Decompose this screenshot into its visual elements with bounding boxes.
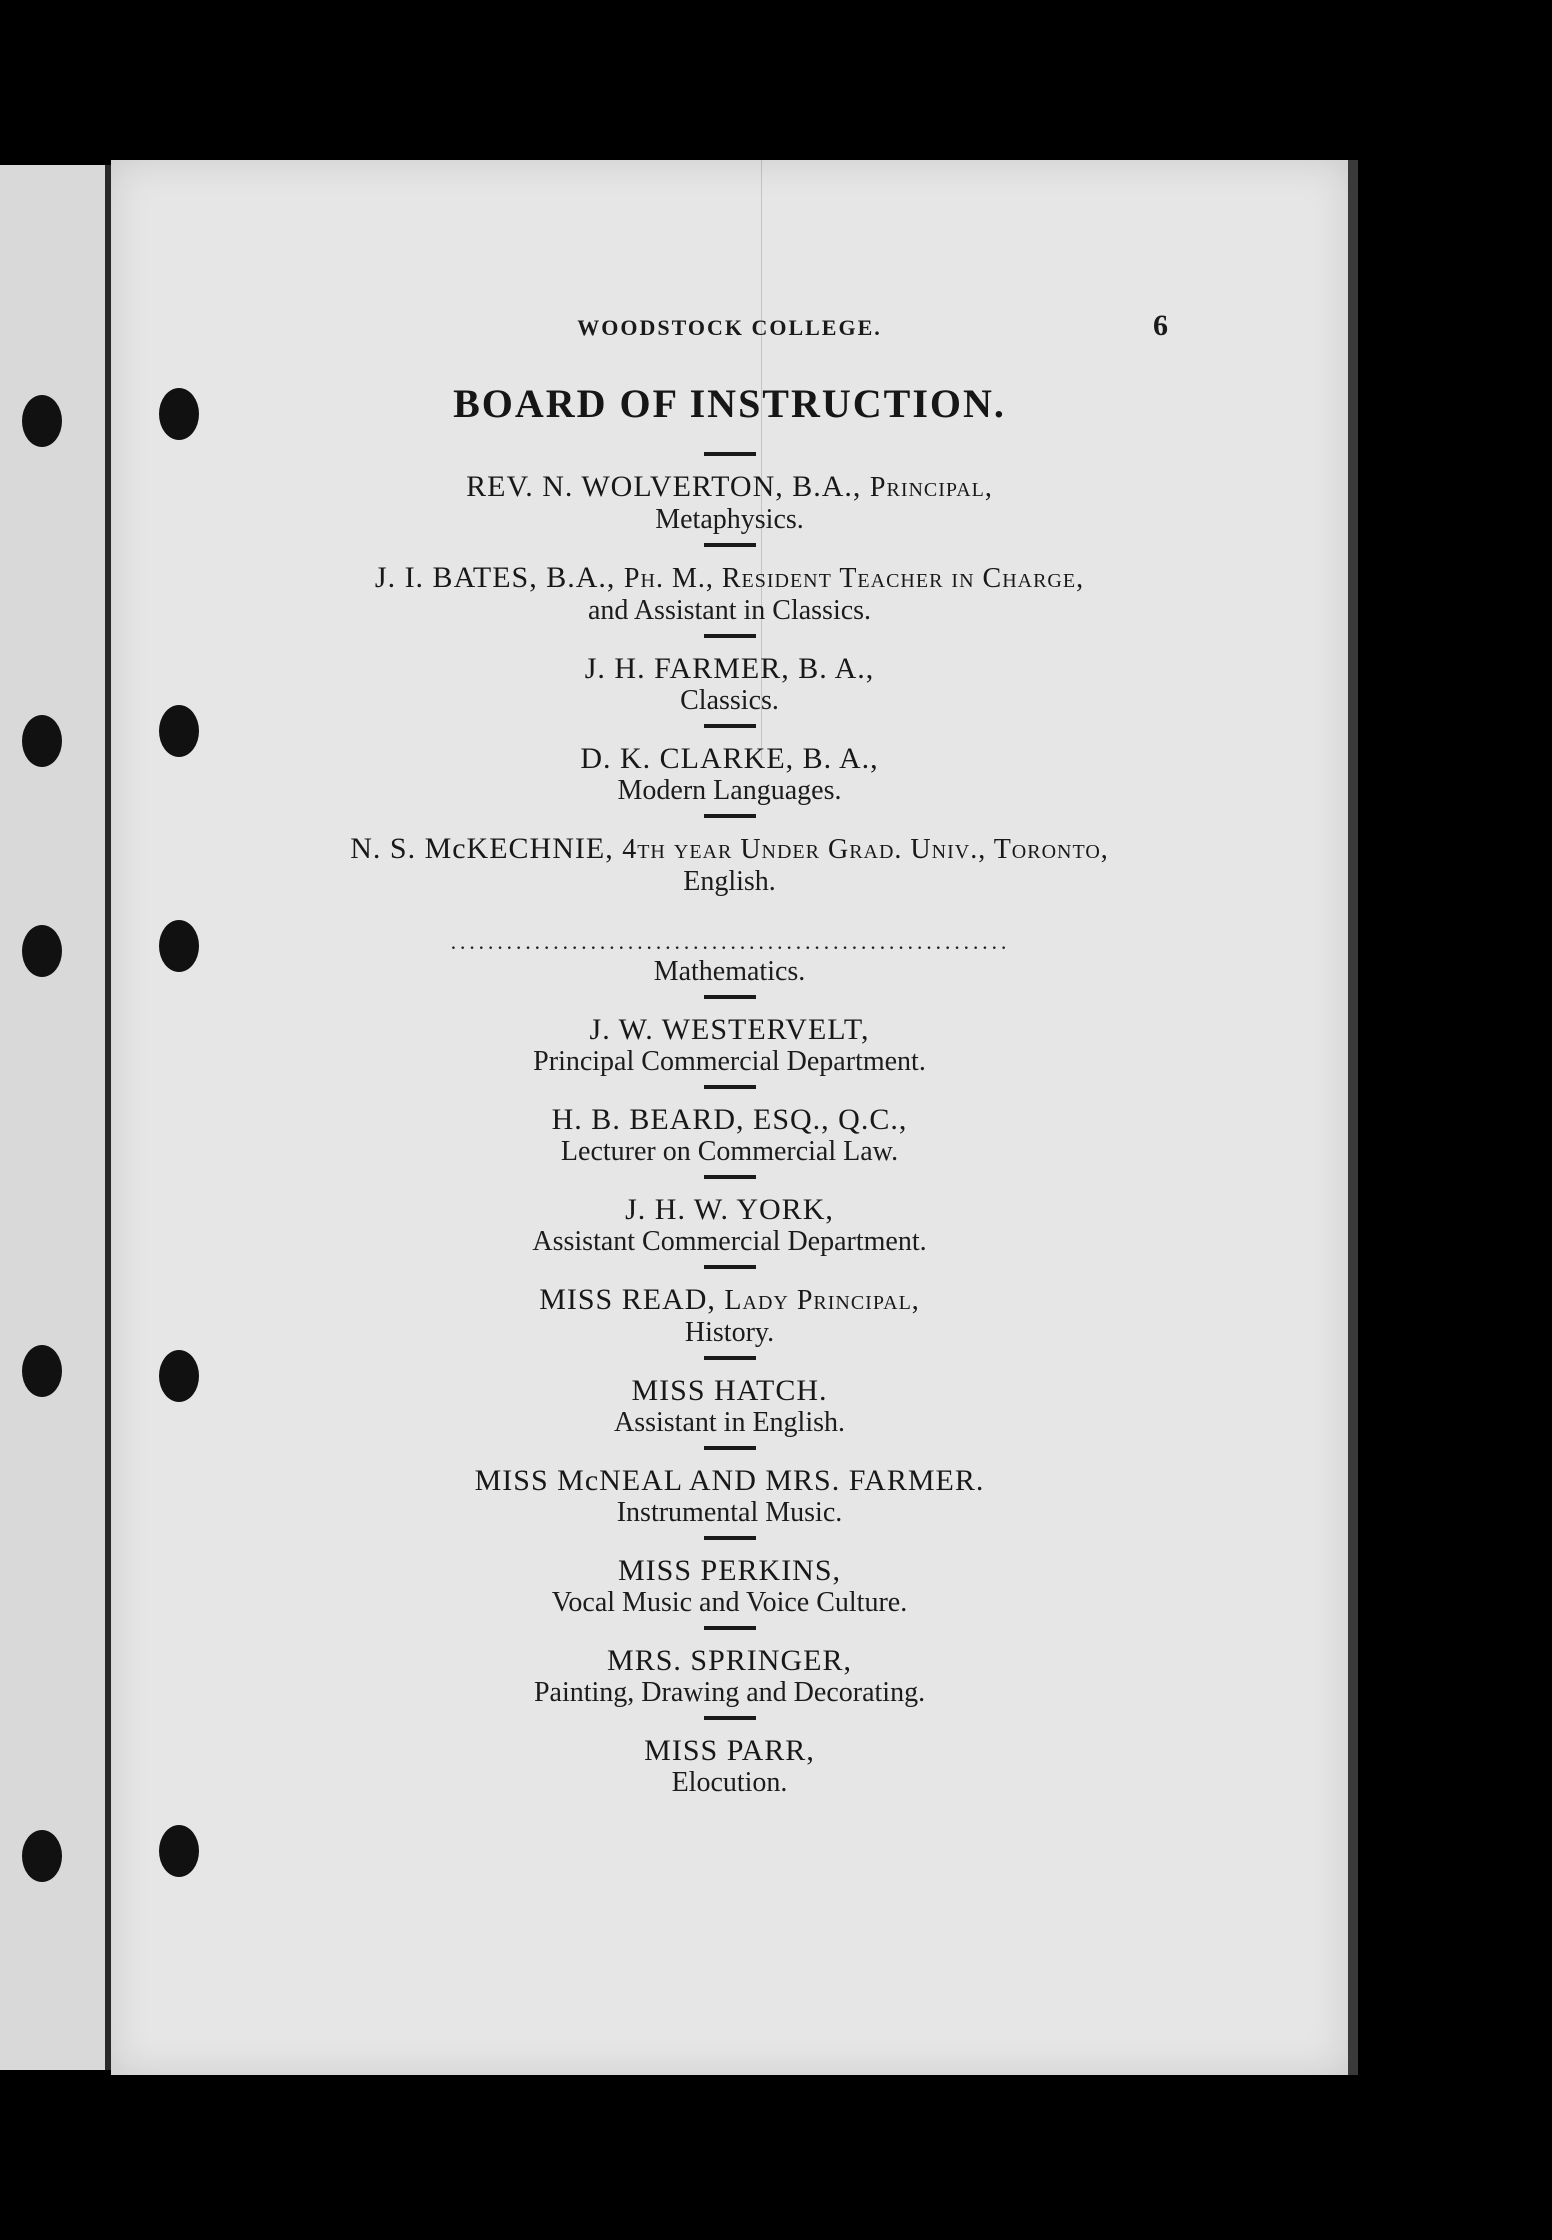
divider [704,1356,756,1360]
divider [704,1626,756,1630]
binding-hole [22,925,62,977]
divider [704,543,756,547]
smudged-name [111,905,1348,939]
divider [704,1085,756,1089]
staff-title: Lady Principal, [724,1285,920,1316]
staff-name: MISS McNEAL AND MRS. FARMER. [474,1464,985,1497]
staff-role: Principal Commercial Department. [533,1046,926,1077]
staff-entry [111,1175,1348,1257]
divider [704,1716,756,1720]
staff-entry [111,1085,1348,1167]
staff-name: MISS HATCH. [631,1374,828,1407]
staff-name: MISS PERKINS, [617,1554,842,1587]
staff-role: Instrumental Music. [616,1497,843,1528]
staff-role: and Assistant in Classics. [587,595,872,626]
staff-role: Modern Languages. [617,775,842,806]
staff-name: REV. N. WOLVERTON, B.A., [466,470,862,503]
staff-entry [111,452,1348,535]
divider [704,1536,756,1540]
staff-name: J. H. W. YORK, [625,1193,834,1226]
binding-hole [22,1345,62,1397]
divider [704,814,756,818]
divider [704,452,756,456]
binding-hole [22,395,62,447]
staff-role: Lecturer on Commercial Law. [560,1136,899,1167]
staff-name: D. K. CLARKE, B. A., [580,742,879,775]
staff-role: Classics. [680,685,779,716]
staff-role: Metaphysics. [655,504,804,535]
binding-hole [22,1830,62,1882]
binding-hole [22,715,62,767]
staff-name: J. I. BATES, B.A., [374,561,616,594]
staff-entry [111,814,1348,897]
staff-role: Vocal Music and Voice Culture. [551,1587,908,1618]
staff-title: Ph. M., Resident Teacher in Charge, [623,563,1085,594]
staff-role: History. [684,1317,775,1348]
staff-entry-smudged [111,905,1348,987]
staff-list [111,452,1348,1806]
staff-role: Painting, Drawing and Decorating. [533,1677,926,1708]
divider [704,634,756,638]
left-page-edge [0,165,109,2070]
page-title: BOARD OF INSTRUCTION. [453,381,1006,426]
staff-entry [111,1356,1348,1438]
divider [704,724,756,728]
staff-entry [111,543,1348,626]
divider [704,1265,756,1269]
staff-role: English. [683,866,776,897]
staff-name: MISS READ, [539,1283,716,1316]
staff-role: Assistant Commercial Department. [532,1226,927,1257]
divider [704,1175,756,1179]
staff-title: 4th year Under Grad. Univ., Toronto, [622,834,1109,865]
staff-entry [111,724,1348,806]
staff-name: N. S. McKECHNIE, [350,832,614,865]
staff-title: Principal, [869,472,993,503]
divider [704,1446,756,1450]
running-head: WOODSTOCK COLLEGE. [577,315,882,340]
staff-name: J. H. FARMER, B. A., [584,652,875,685]
binding-hole [159,1825,199,1877]
staff-name: MRS. SPRINGER, [607,1644,852,1677]
staff-entry [111,1536,1348,1618]
staff-role: Assistant in English. [613,1407,845,1438]
staff-role: Mathematics. [653,956,806,987]
staff-role: Elocution. [671,1767,788,1798]
staff-entry [111,1626,1348,1708]
staff-entry [111,1265,1348,1348]
document-page [111,160,1358,2075]
dot-leader: ···························································· [449,935,1010,960]
staff-entry [111,1716,1348,1798]
page-number: 6 [1153,309,1168,342]
staff-name: J. W. WESTERVELT, [589,1013,870,1046]
divider [704,995,756,999]
page-header [111,309,1348,355]
staff-entry [111,1446,1348,1528]
staff-entry [111,634,1348,716]
staff-name: H. B. BEARD, ESQ., Q.C., [551,1103,908,1136]
staff-entry [111,995,1348,1077]
staff-name: MISS PARR, [644,1734,815,1767]
